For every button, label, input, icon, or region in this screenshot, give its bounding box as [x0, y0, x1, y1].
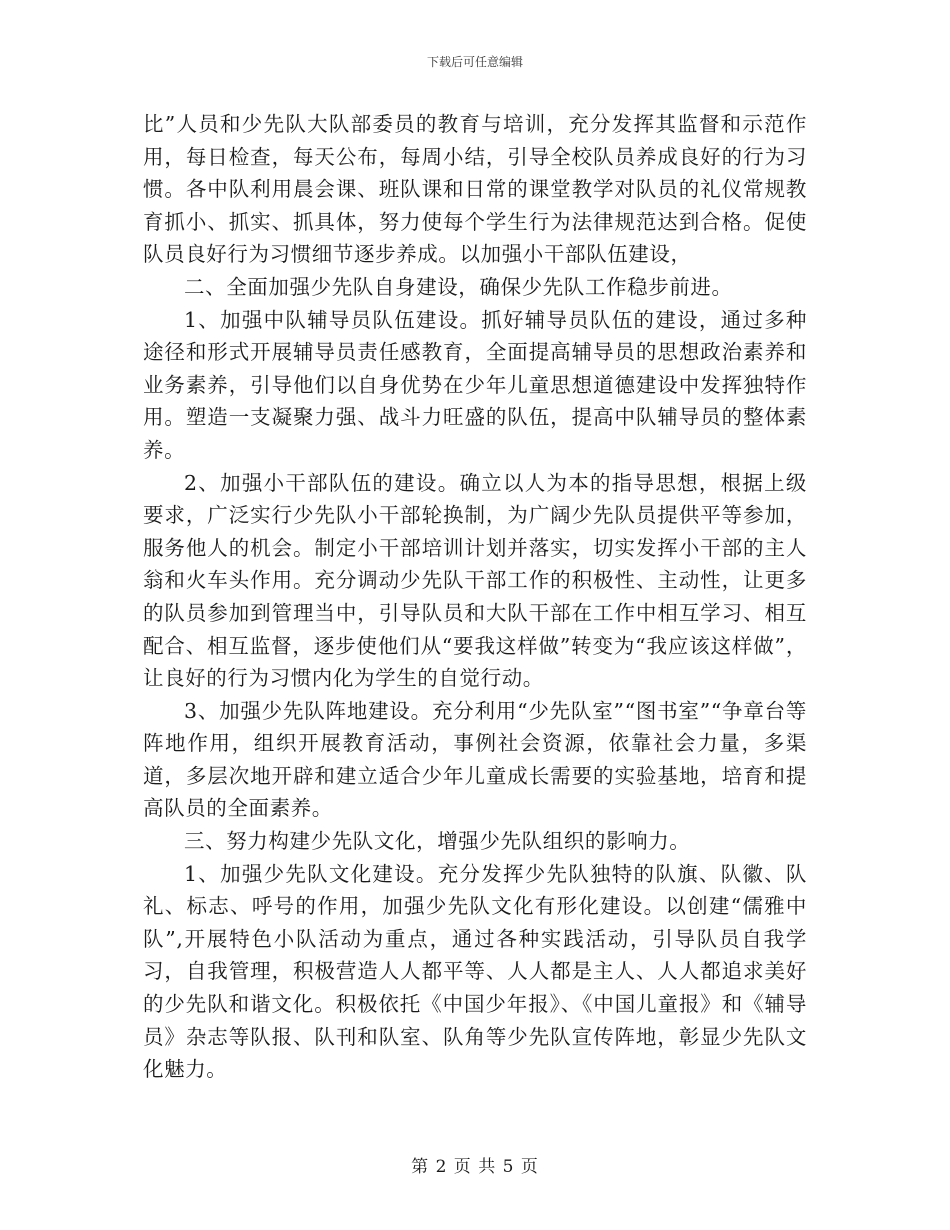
paragraph-position-building: 3、加强少先队阵地建设。充分利用“少先队室”“图书室”“争章台等阵地作用，组织开展教育活动，事例社会资源，依靠社会力量，多渠道，多层次地开辟和建立适合少年儿童成长需要的实验基地，培育和提高队员的全面素养。 — [143, 698, 807, 821]
paragraph-culture-building: 1、加强少先队文化建设。充分发挥少先队独特的队旗、队徽、队礼、标志、呼号的作用，加强少先队文化有形化建设。以创建“儒雅中队”,开展特色小队活动为重点，通过各种实践活动，引导队员自我学习，自我管理，积极营造人人都平等、人人都是主人、人人都追求美好的少先队和谐文化。积极依托《中国少年报》、《中国儿童报》和《辅导员》杂志等队报、队刊和队室、队角等少先队宣传阵地，彰显少先队文化魅力。 — [143, 861, 807, 1082]
document-body — [143, 108, 807, 1086]
page-number: 第 2 页 共 5 页 — [411, 1157, 539, 1177]
page-header: 下载后可任意编辑 — [426, 55, 523, 69]
section-heading-2: 二、全面加强少先队自身建设，确保少先队工作稳步前进。 — [184, 274, 733, 299]
paragraph-cadre-team: 2、加强小干部队伍的建设。确立以人为本的指导思想，根据上级要求，广泛实行少先队小干部轮换制，为广阔少先队员提供平等参加，服务他人的机会。制定小干部培训计划并落实，切实发挥小干部的主人翁和火车头作用。充分调动少先队干部工作的积极性、主动性，让更多的队员参加到管理当中，引导队员和大队干部在工作中相互学习、相互配合、相互监督，逐步使他们从“要我这样做”转变为“我应该这样做”，让良好的行为习惯内化为学生的自觉行动。 — [143, 470, 807, 691]
paragraph-continuation: 比”人员和少先队大队部委员的教育与培训，充分发挥其监督和示范作用，每日检查，每天公布，每周小结，引导全校队员养成良好的行为习惯。各中队利用晨会课、班队课和日常的课堂教学对队员的礼仪常规教育抓小、抓实、抓具体，努力使每个学生行为法律规范达到合格。促使队员良好行为习惯细节逐步养成。以加强小干部队伍建设， — [143, 112, 807, 267]
section-heading-3: 三、努力构建少先队文化，增强少先队组织的影响力。 — [184, 829, 691, 854]
paragraph-counselor-team: 1、加强中队辅导员队伍建设。抓好辅导员队伍的建设，通过多种途径和形式开展辅导员责任感教育，全面提高辅导员的思想政治素养和业务素养，引导他们以自身优势在少年儿童思想道德建设中发挥独特作用。塑造一支凝聚力强、战斗力旺盛的队伍，提高中队辅导员的整体素养。 — [143, 307, 807, 462]
